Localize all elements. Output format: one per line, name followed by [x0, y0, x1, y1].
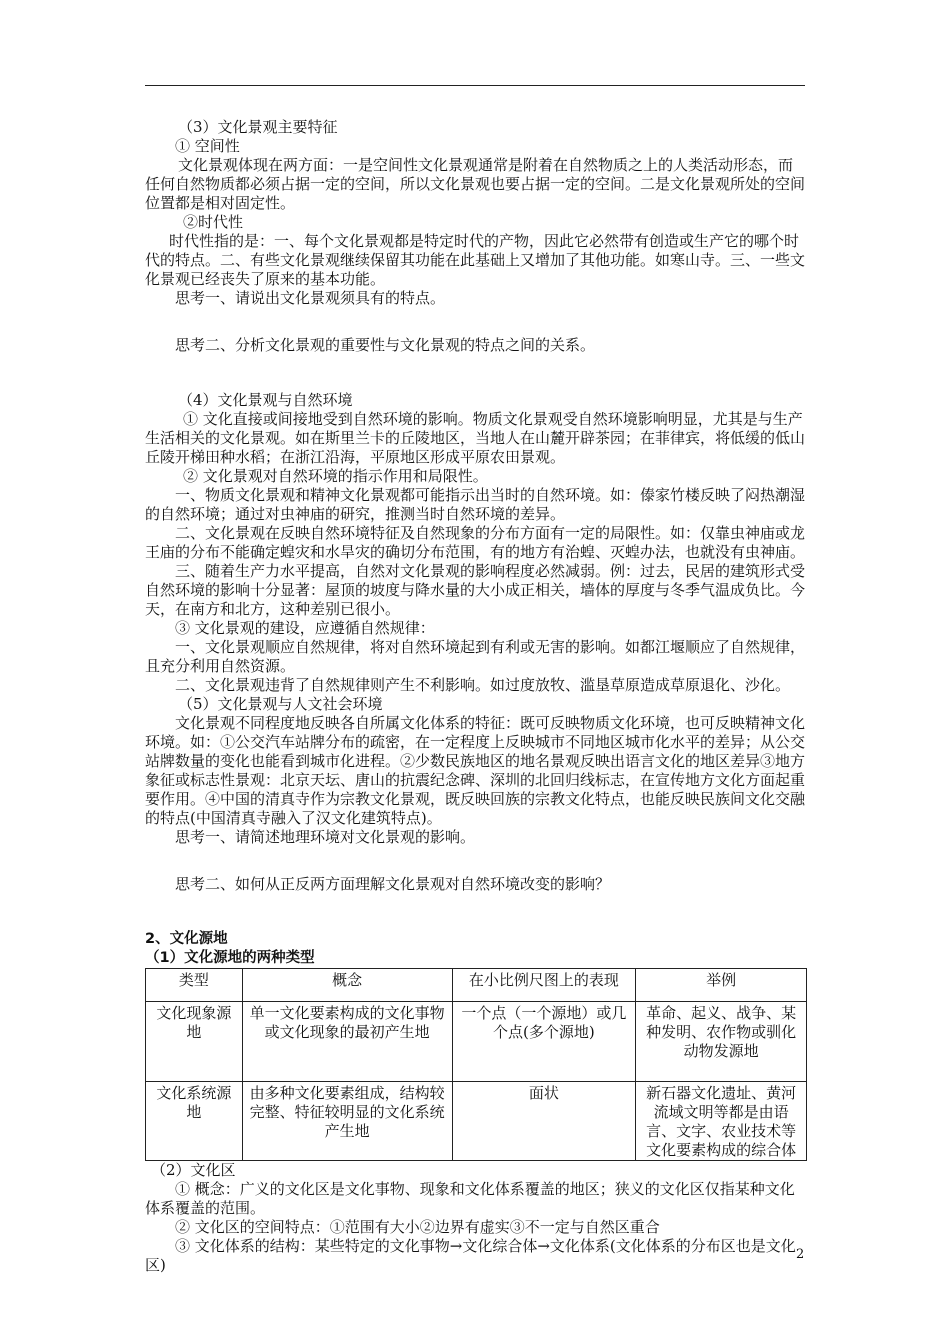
- table-header-cell: 在小比例尺图上的表现: [452, 969, 636, 1002]
- table-cell: 新石器文化遗址、黄河流域文明等都是由语言、文字、农业技术等文化要素构成的综合体: [636, 1082, 807, 1161]
- section4-heading: （4）文化景观与自然环境: [178, 391, 353, 409]
- section3-think1: 思考一、请说出文化景观须具有的特点。: [175, 289, 446, 307]
- section5-p1: 文化景观不同程度地反映各自所属文化体系的特征：既可反映物质文化环境，也可反映精神文化环境。如：①公交汽车站牌分布的疏密，在一定程度上反映城市不同地区城市化水平的差异；从公交站牌数量的变化也能看到城市化进程。②少数民族地区的地名景观反映出语言文化的地区差异③地方象征或标志性景观：北京天坛、唐山的抗震纪念碑、深圳的北回归线标志，在宣传地方文化方面起重要作用。④中国的清真寺作为宗教文化景观，既反映回族的宗教文化特点，也能反映民族间文化交融的特点(中国清真寺融入了汉文化建筑特点)。: [145, 714, 806, 827]
- page-content: [145, 118, 807, 1275]
- section5-think2: 思考二、如何从正反两方面理解文化景观对自然环境改变的影响？: [175, 875, 611, 893]
- table-row: [146, 1002, 807, 1082]
- table-header-cell: 概念: [242, 969, 452, 1002]
- section5-heading: （5）文化景观与人文社会环境: [178, 695, 383, 713]
- section4-p2: ② 文化景观对自然环境的指示作用和局限性。: [183, 467, 488, 485]
- section4-p6: ③ 文化景观的建设，应遵循自然规律：: [175, 619, 435, 637]
- culture-region-p2: ② 文化区的空间特点：①范围有大小②边界有虚实③不一定与自然区重合: [175, 1218, 660, 1236]
- table-cell: 面状: [452, 1082, 636, 1161]
- table-cell: 一个点（一个源地）或几个点(多个源地): [452, 1002, 636, 1082]
- table-header-cell: 举例: [636, 969, 807, 1002]
- culture-region-p3: ③ 文化体系的结构：某些特定的文化事物→文化综合体→文化体系(文化体系的分布区也是文化区): [145, 1237, 796, 1274]
- table-row: [146, 1082, 807, 1161]
- table-header-cell: 类型: [146, 969, 243, 1002]
- section3-sub1-text: 文化景观体现在两方面：一是空间性文化景观通常是附着在自然物质之上的人类活动形态，而任何自然物质都必须占据一定的空间，所以文化景观也要占据一定的空间。二是文化景观所处的空间位置都是相对固定性。: [145, 156, 806, 212]
- table-cell: 革命、起义、战争、某种发明、农作物或驯化动物发源地: [636, 1002, 807, 1082]
- table-cell: 文化现象源地: [146, 1002, 243, 1082]
- section4-p8: 二、文化景观违背了自然规律则产生不利影响。如过度放牧、滥垦草原造成草原退化、沙化。: [175, 676, 791, 694]
- page-number: 2: [796, 1247, 805, 1262]
- section4-p1: ① 文化直接或间接地受到自然环境的影响。物质文化景观受自然环境影响明显，尤其是与生产生活相关的文化景观。如在斯里兰卡的丘陵地区，当地人在山麓开辟茶园；在菲律宾，将低缓的低山丘陵开梯田种水稻；在浙江沿海，平原地区形成平原农田景观。: [145, 410, 806, 466]
- section4-p3: 一、物质文化景观和精神文化景观都可能指示出当时的自然环境。如：傣家竹楼反映了闷热潮湿的自然环境；通过对虫神庙的研究，推测当时自然环境的差异。: [145, 486, 806, 523]
- section3-sub2: ②时代性: [183, 213, 244, 231]
- origin-table: [145, 968, 807, 1161]
- culture-region-heading: （2）文化区: [151, 1161, 236, 1179]
- table-cell: 单一文化要素构成的文化事物或文化现象的最初产生地: [242, 1002, 452, 1082]
- section3-think2: 思考二、分析文化景观的重要性与文化景观的特点之间的关系。: [175, 336, 596, 354]
- section4-p7: 一、文化景观顺应自然规律，将对自然环境起到有利或无害的影响。如都江堰顺应了自然规律，且充分利用自然资源。: [145, 638, 806, 675]
- origin-heading: 2、文化源地: [145, 931, 228, 947]
- header-rule: [145, 85, 805, 86]
- table-cell: 文化系统源地: [146, 1082, 243, 1161]
- section4-p4: 二、文化景观在反映自然环境特征及自然现象的分布方面有一定的局限性。如：仅靠虫神庙或龙王庙的分布不能确定蝗灾和水旱灾的确切分布范围，有的地方有治蝗、灭蝗办法，也就没有虫神庙。: [145, 524, 806, 561]
- table-header-row: [146, 969, 807, 1002]
- section4-p5: 三、随着生产力水平提高，自然对文化景观的影响程度必然减弱。例：过去，民居的建筑形式受自然环境的影响十分显著：屋顶的坡度与降水量的大小成正相关，墙体的厚度与冬季气温成负比。今天，在南方和北方，这种差别已很小。: [145, 562, 806, 618]
- section5-think1: 思考一、请简述地理环境对文化景观的影响。: [175, 828, 476, 846]
- section3-sub2-text: 时代性指的是：一、每个文化景观都是特定时代的产物，因此它必然带有创造或生产它的哪个时代的特点。二、有些文化景观继续保留其功能在此基础上又增加了其他功能。如寒山寺。三、一些文化景观已经丧失了原来的基本功能。: [145, 232, 806, 288]
- section3-heading: （3）文化景观主要特征: [178, 118, 338, 136]
- table-cell: 由多种文化要素组成，结构较完整、特征较明显的文化系统产生地: [242, 1082, 452, 1161]
- culture-region-p1: ① 概念：广义的文化区是文化事物、现象和文化体系覆盖的地区；狭义的文化区仅指某种文化体系覆盖的范围。: [145, 1180, 795, 1217]
- section3-sub1: ① 空间性: [175, 137, 240, 155]
- origin-sub-heading: （1）文化源地的两种类型: [145, 950, 315, 966]
